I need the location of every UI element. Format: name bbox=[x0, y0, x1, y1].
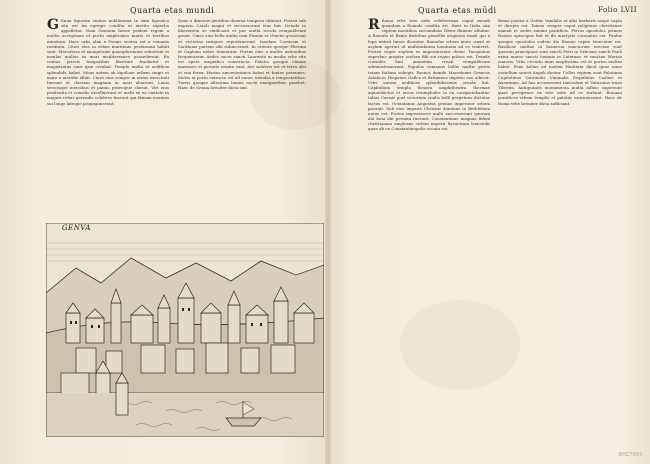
right-text-column-2: Roma postea a Gothis Vandalis et aliis barbaris saepe capta et direpta est. Tamen semper caput religionis christianae mansit et sedes summi pontificis. Petrus apostolus primus Romae episcopus fuit et ibi martyrio coronatus est. Paulus quoque apostolus eodem die Romae capite truncatus est. Basilicae multae in honorem sanctorum erectae sunt quarum praecipuae sunt sancti Petri in Vaticano sancti Pauli extra muros sancti Ioannis in Laterano et sanctae Mariae maioris. Vrbs circuitu muri amplissima est et portas multas habet. Pons Aelius ad molem Hadriani ducit quae nunc castellum sancti Angeli dicitur. Colles septem sunt Palatinus Capitolinus Quirinalis Viminalis Esquilinus Caelius et Auentinus. Ad hos accesserunt Ianiculum et Vaticanus trans Tiberim. Antiquitatis monumenta multa adhuc supersunt quae peregrinos ex toto orbe ad se trahunt. Romani pontifices vrbem templis et palatiis exornauerunt. Haec de Roma vrbe breuiter dicta sufficiant. bbox=[498, 18, 622, 106]
left-text-column-2: Quae a diuersis gentibus diuersa tempora obtinuit. Postea sub imperio Caroli magni et successorum eius fuit. Deinde in libertatem se vindicauit et per multa secula rempublicam gessit. Ciues eius bella multa cum Pisanis et Venetis gesserunt et victorias insignes reportauerunt. Insulam Corsicam et Sardiniae partem sibi subiecerunt. In oriente quoque Pheram et Capham urbes tenuerunt. Portus eius a multis nationibus frequentatur. Aedes sacra sancti Laurentii in media vrbe sita est opere magnifico constructa. Palatia quoque ciuium marmore et picturis ornata sunt. Aer salubris est et terra olei et vini ferax. Hortos amoenissimos habet et fontes perennes. Moles in portu extructa est ad naues tuendas a tempestatibus. Turris quoque altissima lumen nocte nauigantibus praebet. Haec de Genua breuiter dicta sint. bbox=[178, 18, 306, 91]
dropcap: R bbox=[368, 18, 380, 33]
right-col1-text: Roma vrbs toto orbe celeberrima caput mundi quondam a Romulo condita est. Haec in Italia sita septem montibus circumdata Tiberi flumine alluitur. A Romulo et Remo fratribus gemellis originem traxit qui a lupa nutriti fuisse dicuntur. Romulus vrbem muro cinxit et asylum aperuit ut multitudinem hominum ad se traheret. Postea reges septem ei imperauerunt donec Tarquinius superbus propter scelera filii sui regno pulsus est. Deinde consules bini annuatim creati rempublicam administrauerunt. Populus romanus bellis multis gestis totam Italiam subegit. Poenos deinde Macedones Graecos Asiaticos Hispanos Gallos et Britannos imperio suo adiecit. Vrbs autem aedificiis splendidissimis ornata fuit. Capitolium templa theatra amphitheatra thermae aquaeductus et arcus triumphales in ea conspiciebantur. Iulius Caesar post victoriam ciuilis belli perpetuus dictator factus est. Octauianus Augustus primus imperator orbem pacauit. Sub eius imperio Christus dominus in Bethlehem natus est. Postea imperatores multi successerunt quorum alii boni alii pessimi fuerunt. Constantinus magnus fidem christianam amplexus sedem imperii Byzantium transtulit quae ab eo Constantinopolis vocata est. bbox=[368, 18, 490, 132]
folio-number: Folio LVII bbox=[598, 6, 638, 14]
inventory-stamp: BHZ7993 bbox=[618, 452, 642, 458]
right-page-header: Quarta etas mūdi bbox=[418, 6, 497, 15]
genoa-woodcut bbox=[46, 223, 324, 437]
left-text-column-1 bbox=[47, 18, 169, 216]
woodcut-caption: GENVA bbox=[62, 224, 91, 232]
right-text-column-1 bbox=[368, 18, 490, 450]
left-page-header: Quarta etas mundi bbox=[130, 6, 215, 15]
left-col1-text: Enua ligurum ciuitas nobilissima in sinu ligustico sita est ita egregie condita ut merito superba appelletur. Nam Genuam fuisse pridem regem a multis accepimus et portu amplissimo muris et turribus munitam. Haec urbs olim a Poenis euersa est a romanis restituta. Ciues eius in rebus maritimis peritissimi habiti sunt. Mercatura et nauigatione quamplurimum valuerunt et insulas multas in mari mediterraneo possederunt. Ea ciuitas priscis temporibus libertate fruebatur et magistratus suos ipsa creabat. Templa multa et aedificia splendida habet. Mons autem ab aquilone urbem cingit et mare a meridie alluit. Ciues eius semper in armis exercitati fuerunt et classem magnam in mari aluerunt. Lanis sericisque mercibus et panno praecipue claruit. Viri eius prudentia et consilio excelluerunt et multi ex ea ciuitate in magnis rebus gerendis celebres fuerunt qui famam nominis sui longe lateque propagauerunt. bbox=[47, 18, 169, 106]
dropcap: G bbox=[47, 18, 59, 33]
